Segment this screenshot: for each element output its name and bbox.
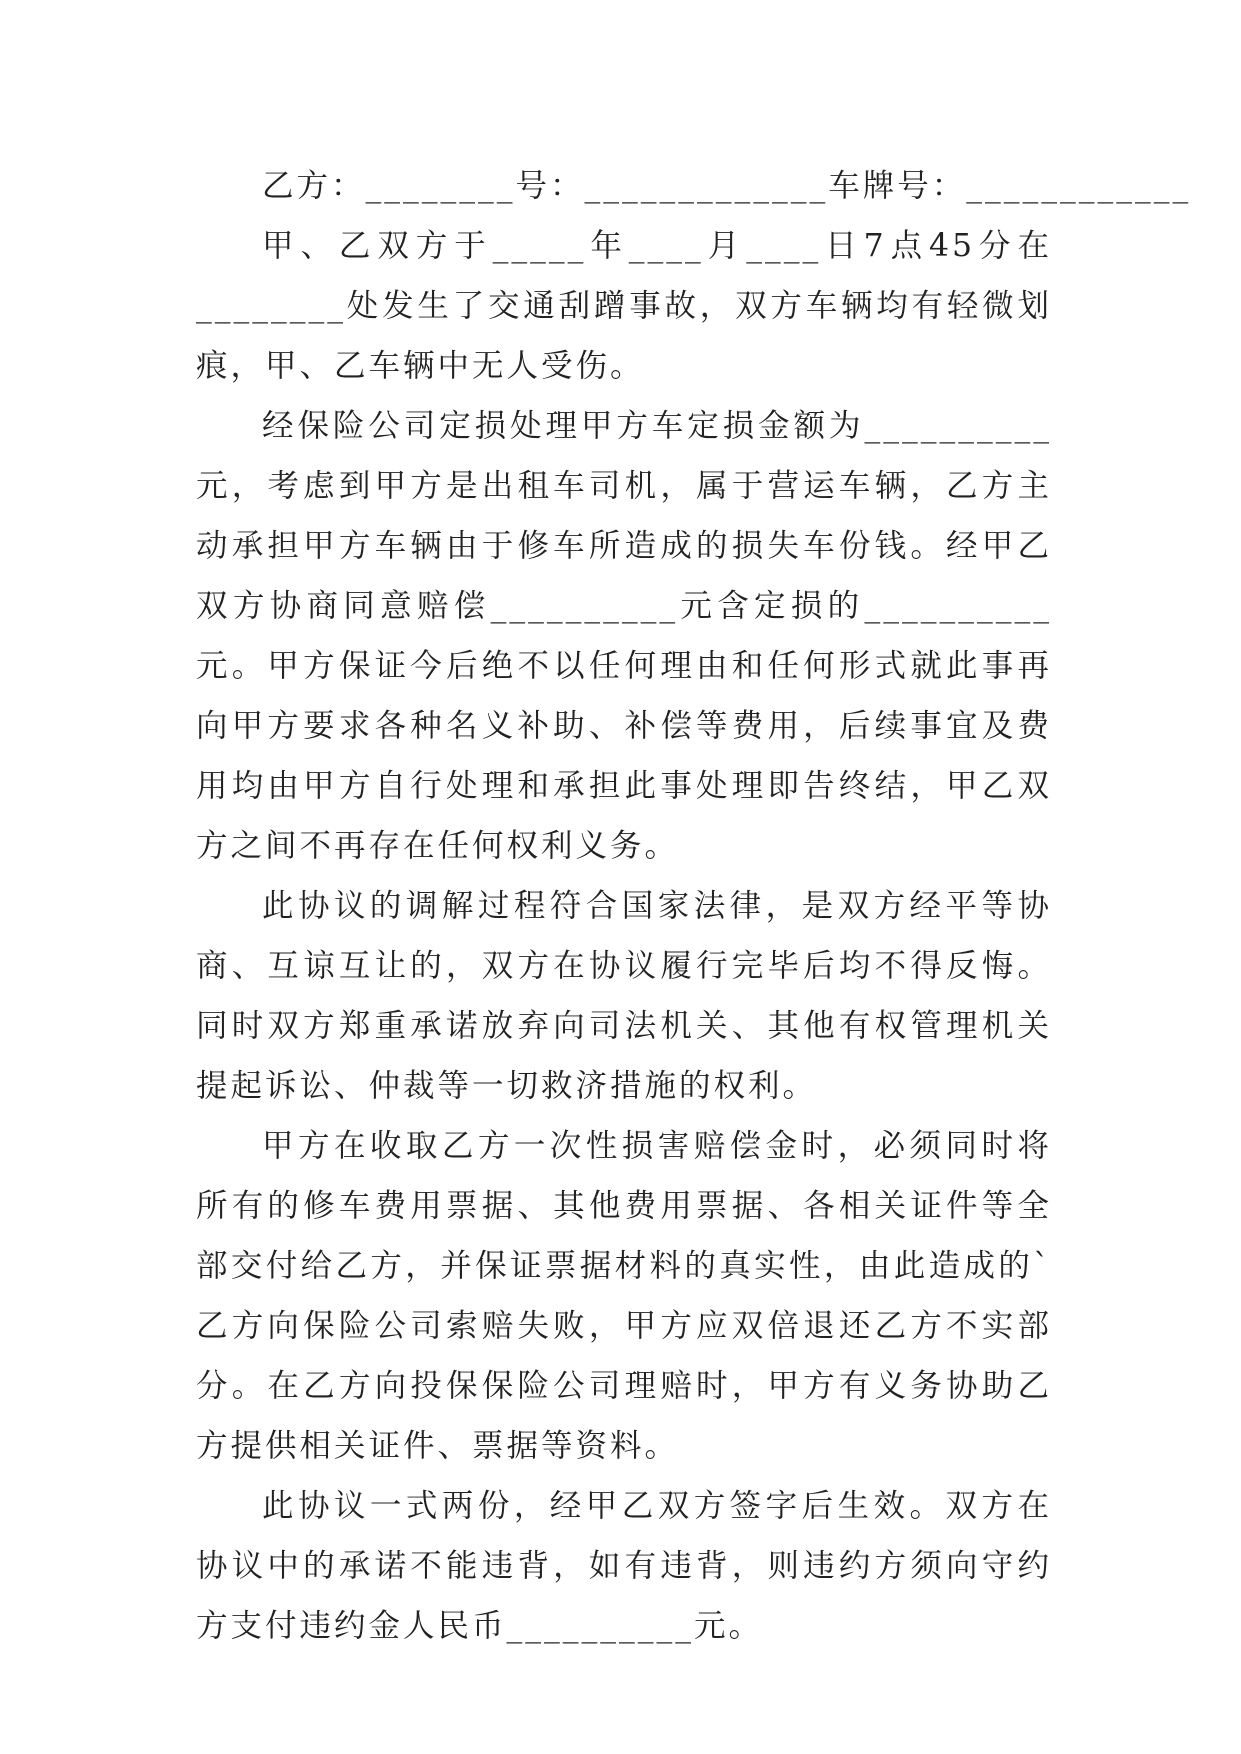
party-b-line: 乙方：________号：_____________车牌号：____________ (262, 168, 1192, 204)
paragraph-mediation-legal: 此协议的调解过程符合国家法律，是双方经平等协商、互谅互让的，双方在协议履行完毕后均不得反悔。同时双方郑重承诺放弃向司法机关、其他有权管理机关提起诉讼、仲裁等一切救济措施的权利。 (196, 888, 1052, 1104)
paragraph-copies-breach: 此协议一式两份，经甲乙双方签字后生效。双方在协议中的承诺不能违背，如有违背，则违约方须向守约方支付违约金人民币__________元。 (196, 1488, 1052, 1644)
paragraph-receipt-documents: 甲方在收取乙方一次性损害赔偿金时，必须同时将所有的修车费用票据、其他费用票据、各相关证件等全部交付给乙方，并保证票据材料的真实性，由此造成的`乙方向保险公司索赔失败，甲方应双倍退还乙方不实部分。在乙方向投保保险公司理赔时，甲方有义务协助乙方提供相关证件、票据等资料。 (196, 1128, 1052, 1464)
paragraph-accident-time-place: 甲、乙双方于_____年____月____日7点45分在________处发生了交通刮蹭事故，双方车辆均有轻微划痕，甲、乙车辆中无人受伤。 (196, 228, 1052, 384)
paragraph-compensation-amount: 经保险公司定损处理甲方车定损金额为__________元，考虑到甲方是出租车司机，属于营运车辆，乙方主动承担甲方车辆由于修车所造成的损失车份钱。经甲乙双方协商同意赔偿__________元含定损的__________元。甲方保证今后绝不以任何理由和任何形式就此事再向甲方要求各种名义补助、补偿等费用，后续事宜及费用均由甲方自行处理和承担此事处理即告终结，甲乙双方之间不再存在任何权利义务。 (196, 408, 1052, 864)
agreement-body (196, 156, 1192, 1656)
